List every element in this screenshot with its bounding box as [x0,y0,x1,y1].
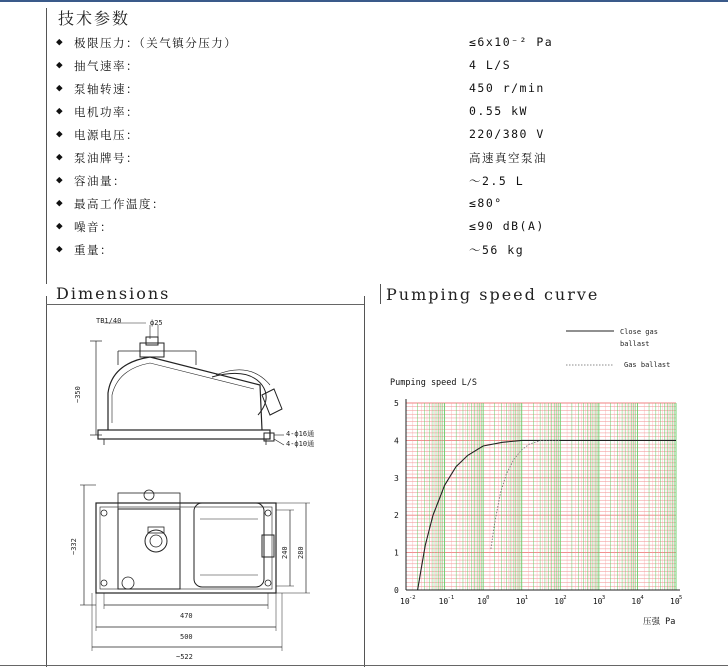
dim-470: 470 [180,612,193,620]
x-tick-exponent: 3 [601,595,606,601]
diamond-bullet-icon: ◆ [56,58,65,71]
diamond-bullet-icon: ◆ [56,104,65,117]
y-tick-label: 4 [394,436,399,446]
phi25-label: ф25 [150,319,163,327]
y-tick-label: 1 [394,548,399,558]
tech-params-title: 技术参数 [58,9,131,28]
top-view [80,485,310,651]
x-tick-label: 10 [670,597,680,606]
x-tick-label: 10 [400,597,410,606]
x-tick-exponent: 5 [679,595,683,601]
x-axis-label: 压强 Pa [643,617,676,627]
diamond-bullet-icon: ◆ [56,242,65,255]
pumping-curve-title: Pumping speed curve [386,285,600,304]
spec-value: 高速真空泵油 [469,151,547,165]
spec-value: 4 L/S [469,58,512,72]
dim-350: ~350 [74,386,82,403]
x-tick-label: 10 [438,597,449,606]
spec-label: 泵油牌号： [74,151,139,165]
chart-grid [406,403,676,590]
dim-280: 280 [297,546,305,559]
spec-value: 0.55 kW [469,104,528,118]
spec-label: 最高工作温度： [74,197,165,211]
hole-label-a: 4-ф16通 [286,430,315,438]
spec-value: ≤6x10⁻² Pa [469,35,554,49]
middle-divider [364,296,365,667]
chart-legend [566,328,670,369]
y-tick-label: 5 [394,399,399,408]
top-border [0,0,728,2]
tech-divider [46,8,47,284]
x-tick-exponent: 4 [640,595,644,601]
x-tick-label: 10 [592,597,603,606]
spec-label: 重量： [74,243,113,257]
y-axis-label: Pumping speed L/S [390,378,477,388]
dimensions-title: Dimensions [56,284,171,303]
x-tick-exponent: -2 [409,595,416,601]
spec-value: ≤90 dB(A) [469,219,545,233]
diamond-bullet-icon: ◆ [56,196,65,209]
legend-dotted-label: Gas ballast [624,361,671,369]
pump-dimension-drawing [0,305,364,667]
x-tick-exponent: 1 [524,595,529,601]
y-tick-label: 3 [394,473,399,483]
x-tick-exponent: -1 [447,595,455,601]
spec-label: 抽气速率： [74,59,139,73]
diamond-bullet-icon: ◆ [56,173,65,186]
spec-label: 电源电压： [74,128,139,142]
spec-value: 450 r/min [469,81,545,95]
x-tick-label: 10 [515,597,526,606]
diamond-bullet-icon: ◆ [56,35,65,48]
curve-divider [380,284,381,304]
dim-522: ~522 [176,653,193,661]
diamond-bullet-icon: ◆ [56,127,65,140]
pumping-speed-chart [380,305,728,667]
spec-value: 220/380 V [469,127,545,141]
chart-frame [406,399,680,590]
diamond-bullet-icon: ◆ [56,219,65,232]
hole-label-b: 4-ф10通 [286,440,315,448]
diamond-bullet-icon: ◆ [56,150,65,163]
side-view [90,323,284,445]
spec-value: ≤80° [469,196,503,210]
spec-label: 容油量： [74,174,126,188]
legend-solid-label-2: ballast [620,340,650,348]
spec-label: 噪音： [74,220,113,234]
dim-500: 500 [180,633,193,641]
spec-value: ～56 kg [469,243,525,257]
diamond-bullet-icon: ◆ [56,81,65,94]
x-tick-label: 10 [477,597,487,606]
x-tick-exponent: 2 [563,595,567,601]
dim-240: 240 [281,546,289,559]
dim-332: ~332 [70,538,78,555]
y-tick-label: 0 [394,586,399,595]
x-tick-label: 10 [554,597,564,606]
x-tick-exponent: 0 [486,595,490,601]
legend-solid-label-1: Close gas [620,328,658,336]
spec-label: 电机功率： [74,105,139,119]
spec-value: ～2.5 L [469,174,525,188]
spec-label: 泵轴转速： [74,82,139,96]
y-tick-label: 2 [394,511,399,521]
x-tick-label: 10 [631,597,642,606]
spec-label: 极限压力：（关气镇分压力） [74,36,238,50]
tb-label: TB1/40 [96,317,122,325]
